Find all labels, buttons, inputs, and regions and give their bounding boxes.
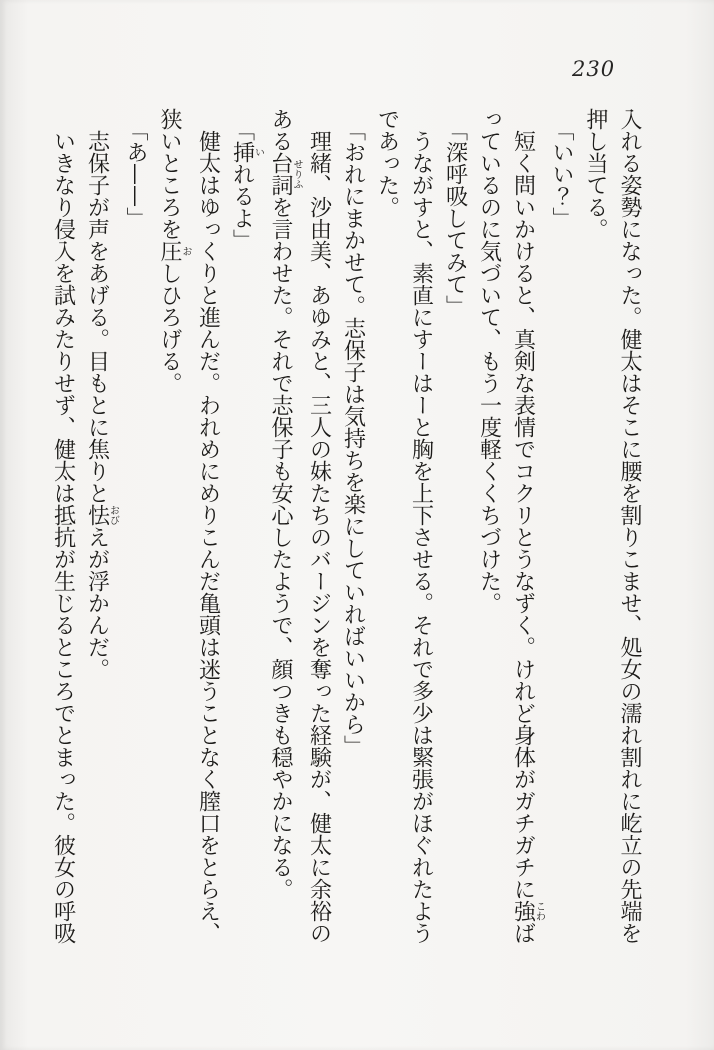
furigana: せりふ — [291, 152, 302, 196]
text-line: うながすと、素直にすーはーと胸を上下させる。それで多少は緊張がほぐれたよう — [408, 130, 434, 944]
text-line: 「おれにまかせて。志保子は気持ちを楽にしていればいいから」 — [340, 119, 366, 757]
text-line: であった。 — [374, 108, 400, 218]
text-line: 狭いところを圧おしひろげる。 — [157, 108, 191, 394]
furigana: お — [180, 240, 191, 262]
text-line: 理緒、沙由美、あゆみと、三人の妹たちのバージンを奪った経験が、健太に余裕の — [306, 130, 332, 944]
text-line: 短く問いかけると、真剣な表情でコクリとうなずく。けれど身体がガチガチに強こわば — [510, 130, 545, 944]
text-line: 「いい？」 — [549, 119, 574, 229]
furigana: こわ — [533, 900, 545, 922]
text-line: ある台詞せりふを言わせた。それで志保子も安心したようで、顔つきも穏やかになる。 — [268, 108, 302, 900]
text-line: 「あ——」 — [123, 119, 148, 229]
text-line: 健太はゆっくりと進んだ。われめにめりこんだ亀頭は迷うことなく膣口をとらえ、 — [195, 130, 221, 944]
ruby-annotated-kanji: 台詞せりふ — [268, 152, 302, 196]
page-number: 230 — [572, 57, 616, 81]
ruby-annotated-kanji: 挿い — [229, 141, 264, 163]
furigana: おび — [107, 504, 119, 526]
furigana: い — [252, 141, 264, 163]
text-line: っているのに気づいて、もう一度軽くくちづけた。 — [476, 108, 502, 614]
text-line: いきなり侵入を試みたりせず、健太は抵抗が生じるところでとまった。彼女の呼吸 — [50, 130, 76, 944]
ruby-annotated-kanji: 怯おび — [84, 504, 119, 526]
text-line: 志保子が声をあげる。目もとに焦りと怯おびえが浮かんだ。 — [84, 130, 119, 680]
text-line: 「深呼吸してみて」 — [442, 119, 468, 317]
ruby-annotated-kanji: 強こわ — [510, 900, 545, 922]
text-block — [50, 108, 646, 988]
ruby-annotated-kanji: 圧お — [157, 240, 191, 262]
text-line: 入れる姿勢になった。健太はそこに腰を割りこませ、処女の濡れ割れに屹立の先端を — [617, 108, 642, 944]
text-line: 押し当てる。 — [583, 108, 608, 240]
text-line: 「挿いれるよ」 — [229, 119, 264, 251]
